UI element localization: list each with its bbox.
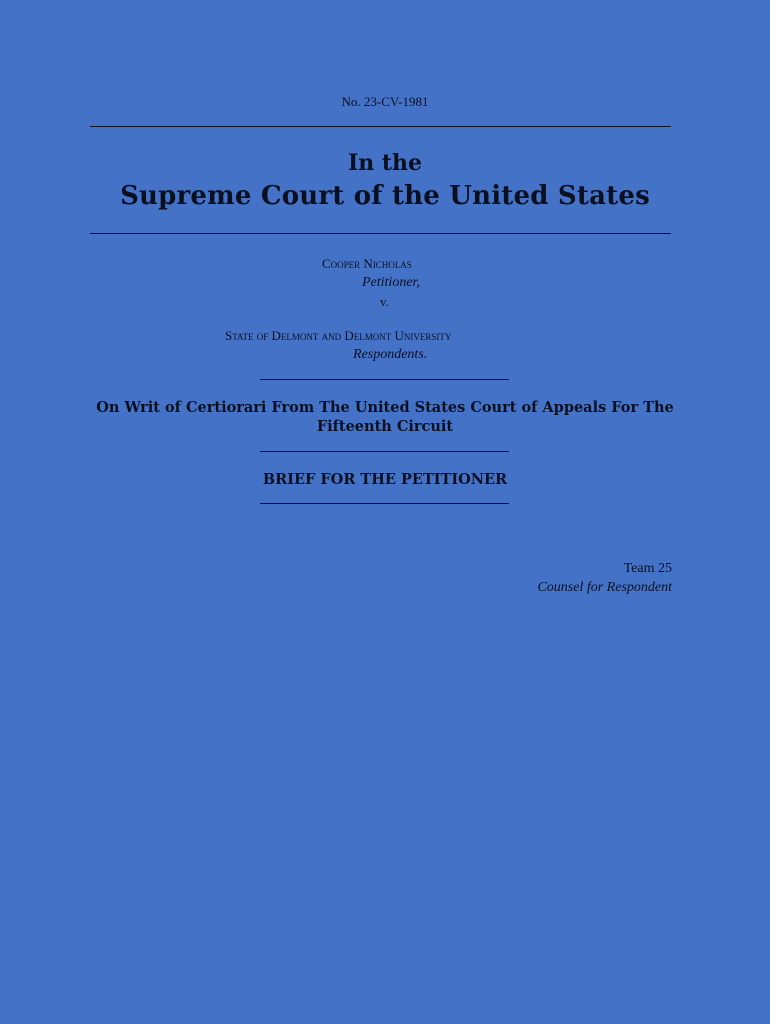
writ-divider xyxy=(260,451,509,452)
top-divider xyxy=(90,126,671,127)
parties-divider xyxy=(260,379,509,380)
brief-title: BRIEF FOR THE PETITIONER xyxy=(262,471,508,488)
docket-number: No. 23-CV-1981 xyxy=(341,94,429,109)
title-divider xyxy=(260,503,509,504)
respondent-name: State of Delmont and Delmont University xyxy=(225,328,452,343)
team-label: Team 25 xyxy=(623,561,672,576)
petitioner-role: Petitioner, xyxy=(362,275,420,290)
heading-in-the: In the xyxy=(347,150,423,176)
court-title: Supreme Court of the United States xyxy=(120,181,650,211)
heading-divider xyxy=(90,233,671,234)
writ-statement: On Writ of Certiorari From The United States Court of Appeals For The Fifteenth Circuit xyxy=(96,399,674,435)
counsel-label: Counsel for Respondent xyxy=(537,580,672,595)
petitioner-name: Cooper Nicholas xyxy=(322,256,412,271)
respondent-role: Respondents. xyxy=(353,347,428,362)
versus-label: v. xyxy=(380,294,389,309)
